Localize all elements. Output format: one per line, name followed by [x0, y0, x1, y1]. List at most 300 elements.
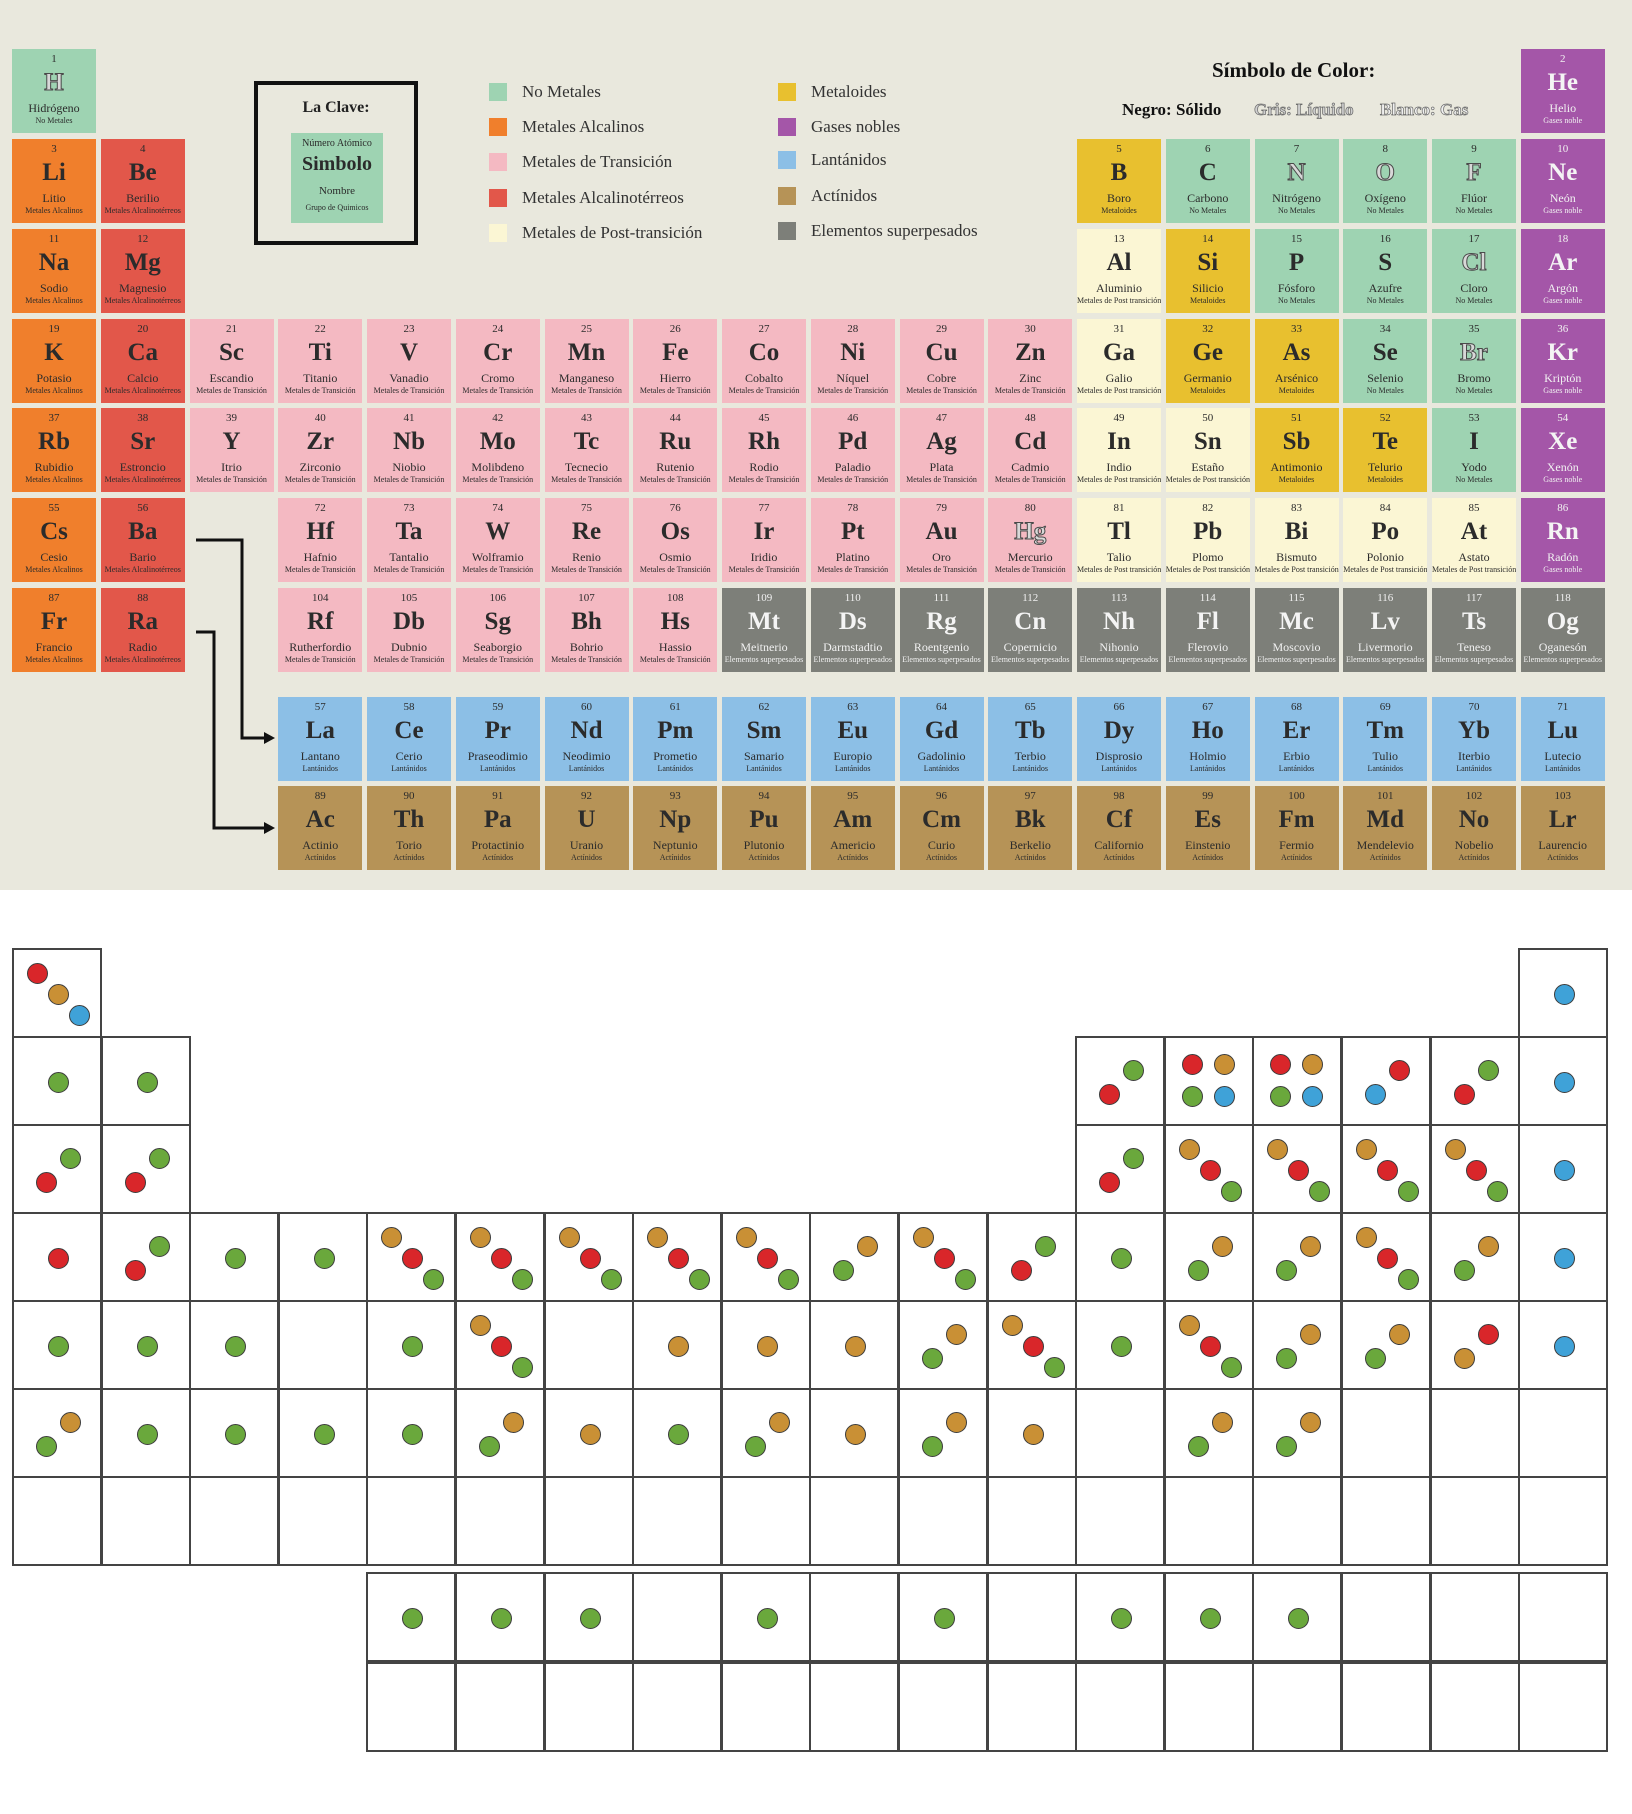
element-group: No Metales	[1366, 296, 1404, 305]
element-C	[1166, 139, 1250, 223]
element-group: Gases noble	[1543, 386, 1583, 395]
element-name: Nihonio	[1099, 640, 1139, 654]
element-name: Oxígeno	[1364, 191, 1406, 205]
element-group: Lantánidos	[1012, 764, 1049, 773]
element-group: Metales Alcalinotérreos	[104, 296, 181, 305]
element-Ts	[1432, 588, 1516, 672]
grid-cell	[101, 1300, 191, 1390]
element-symbol: Cm	[922, 806, 961, 833]
element-name: Wolframio	[471, 550, 524, 564]
brown-dot	[1212, 1412, 1233, 1433]
element-symbol: Db	[393, 608, 425, 635]
element-group: Actínidos	[1458, 853, 1490, 862]
atomic-number: 70	[1468, 701, 1480, 713]
element-B	[1077, 139, 1161, 223]
grid-cell	[1252, 1124, 1342, 1214]
key-symbol: Simbolo	[301, 153, 373, 175]
atomic-number: 60	[581, 701, 592, 713]
atomic-number: 50	[1202, 412, 1214, 424]
grid-cell	[278, 1300, 368, 1390]
grid-cell	[1252, 1212, 1342, 1302]
green-dot	[1111, 1336, 1132, 1357]
element-name: Disprosio	[1095, 749, 1143, 763]
element-Hg	[988, 498, 1072, 582]
element-name: Rutenio	[656, 460, 695, 474]
atomic-number: 107	[578, 592, 595, 604]
element-No	[1432, 786, 1516, 870]
green-dot	[1123, 1060, 1144, 1081]
element-name: Estaño	[1191, 460, 1225, 474]
element-symbol: Rf	[307, 608, 334, 635]
element-group: No Metales	[1189, 206, 1227, 215]
grid-cell	[898, 1388, 988, 1478]
element-Gd	[900, 697, 984, 781]
element-symbol: Bh	[571, 608, 602, 635]
atomic-number: 59	[492, 701, 504, 713]
grid-cell	[1518, 1212, 1608, 1302]
element-name: Indio	[1106, 460, 1132, 474]
element-name: Flerovio	[1187, 640, 1229, 654]
red-dot	[125, 1260, 146, 1281]
element-name: Oganesón	[1538, 640, 1587, 654]
element-In	[1077, 408, 1161, 492]
atomic-number: 2	[1560, 53, 1566, 65]
element-symbol: Ga	[1103, 339, 1135, 366]
element-symbol: N	[1287, 159, 1306, 186]
element-Bk	[988, 786, 1072, 870]
element-group: Metales de Transición	[906, 386, 977, 395]
element-group: Actínidos	[393, 853, 425, 862]
state-liquid-label: Gris: Líquido	[1254, 100, 1354, 119]
element-W	[456, 498, 540, 582]
element-group: Gases noble	[1543, 296, 1583, 305]
element-symbol: Nd	[570, 717, 603, 744]
key-box	[254, 81, 418, 245]
atomic-number: 15	[1291, 233, 1302, 245]
element-name: Torio	[396, 838, 422, 852]
atomic-number: 16	[1379, 233, 1391, 245]
grid-cell	[632, 1388, 722, 1478]
element-symbol: Nb	[393, 428, 425, 455]
element-name: Germanio	[1183, 371, 1232, 385]
element-group: Actínidos	[748, 853, 780, 862]
grid-cell	[1430, 1388, 1520, 1478]
legend-swatch	[489, 83, 507, 101]
element-symbol: No	[1458, 806, 1490, 833]
element-name: Vanadio	[389, 371, 429, 385]
element-Mg	[101, 229, 185, 313]
brown-dot	[1002, 1315, 1023, 1336]
element-name: Bromo	[1457, 371, 1491, 385]
element-name: Europio	[833, 749, 873, 763]
atomic-number: 20	[137, 323, 149, 335]
element-group: Metales de Transición	[284, 386, 356, 395]
element-Ga	[1077, 319, 1161, 403]
element-name: Manganeso	[558, 371, 615, 385]
grid-cell	[544, 1476, 634, 1566]
element-Og	[1521, 588, 1605, 672]
element-name: Titanio	[303, 371, 338, 385]
grid-cell	[101, 1476, 191, 1566]
grid-cell	[1075, 1212, 1165, 1302]
atomic-number: 111	[933, 592, 950, 604]
element-Zn	[988, 319, 1072, 403]
element-group: Metales de Transición	[906, 475, 977, 484]
grid-cell	[455, 1572, 545, 1662]
element-name: Telurio	[1368, 460, 1403, 474]
grid-cell	[1430, 1036, 1520, 1126]
grid-cell	[1252, 1476, 1342, 1566]
blue-dot	[1302, 1086, 1323, 1107]
green-dot	[1454, 1260, 1475, 1281]
grid-cell	[278, 1388, 368, 1478]
grid-cell	[898, 1476, 988, 1566]
grid-cell	[1075, 1388, 1165, 1478]
element-name: Nitrógeno	[1272, 191, 1321, 205]
grid-cell	[544, 1572, 634, 1662]
legend-label: Metales de Post-transición	[522, 223, 703, 242]
brown-dot	[647, 1227, 668, 1248]
grid-cell	[632, 1572, 722, 1662]
grid-cell	[809, 1572, 899, 1662]
element-group: Lantánidos	[1189, 764, 1226, 773]
key-title: La Clave:	[302, 99, 370, 116]
brown-dot	[48, 984, 69, 1005]
grid-cell	[1075, 1662, 1165, 1752]
brown-dot	[769, 1412, 790, 1433]
brown-dot	[757, 1336, 778, 1357]
element-symbol: Rg	[926, 608, 957, 635]
grid-cell	[898, 1300, 988, 1390]
atomic-number: 26	[669, 323, 681, 335]
arrow-head-actinides	[264, 822, 275, 834]
atomic-number: 95	[847, 790, 859, 802]
green-dot	[1111, 1608, 1132, 1629]
grid-cell	[278, 1212, 368, 1302]
element-Pd	[811, 408, 895, 492]
element-name: Fósforo	[1277, 281, 1316, 295]
grid-cell	[12, 1388, 102, 1478]
element-Tc	[545, 408, 629, 492]
element-group: Metales de Transición	[196, 475, 267, 484]
atomic-number: 53	[1468, 412, 1480, 424]
element-group: Elementos superpesados	[1168, 655, 1247, 664]
atomic-number: 98	[1113, 790, 1125, 802]
green-dot	[1276, 1436, 1297, 1457]
element-name: Neodimio	[562, 749, 611, 763]
grid-cell	[12, 1124, 102, 1214]
element-Yb	[1432, 697, 1516, 781]
atomic-number: 112	[1022, 592, 1039, 604]
element-symbol: Tc	[573, 428, 600, 455]
element-name: Copernicio	[1003, 640, 1057, 654]
legend-label: Metales Alcalinotérreos	[522, 188, 684, 207]
green-dot	[1276, 1260, 1297, 1281]
element-group: Metales de Transición	[462, 655, 534, 664]
element-name: Iridio	[750, 550, 778, 564]
grid-cell	[1518, 1388, 1608, 1478]
red-dot	[402, 1248, 423, 1269]
element-symbol: As	[1282, 339, 1311, 366]
grid-cell	[898, 1662, 988, 1752]
element-Ho	[1166, 697, 1250, 781]
grid-cell	[1075, 1572, 1165, 1662]
element-symbol: S	[1378, 249, 1393, 276]
element-name: Mendelevio	[1356, 838, 1414, 852]
grid-cell	[12, 1300, 102, 1390]
element-symbol: Cf	[1105, 806, 1133, 833]
element-group: Actínidos	[1192, 853, 1224, 862]
green-dot	[1188, 1260, 1209, 1281]
atomic-number: 41	[403, 412, 415, 424]
element-symbol: Ne	[1548, 159, 1578, 186]
atomic-number: 114	[1199, 592, 1216, 604]
atomic-number: 14	[1202, 233, 1214, 245]
brown-dot	[736, 1227, 757, 1248]
green-dot	[1221, 1181, 1242, 1202]
grid-cell	[1075, 1476, 1165, 1566]
element-symbol: Sr	[130, 428, 156, 455]
blue-dot	[1554, 984, 1575, 1005]
element-Pa	[456, 786, 540, 870]
green-dot	[225, 1336, 246, 1357]
green-dot	[922, 1348, 943, 1369]
element-Ba	[101, 498, 185, 582]
atomic-number: 75	[581, 502, 592, 514]
atomic-number: 115	[1288, 592, 1305, 604]
element-name: Niobio	[392, 460, 426, 474]
atomic-number: 56	[137, 502, 149, 514]
element-symbol: Ni	[840, 339, 866, 366]
element-name: Prometio	[653, 749, 698, 763]
key-name: Nombre	[318, 185, 356, 197]
element-group: Metales de Transición	[551, 386, 622, 395]
grid-cell	[455, 1476, 545, 1566]
grid-cell	[987, 1662, 1077, 1752]
element-group: Metales de Transición	[728, 475, 800, 484]
element-Am	[811, 786, 895, 870]
element-group: Metales de Transición	[994, 386, 1066, 395]
element-symbol: Cr	[483, 339, 513, 366]
element-H	[12, 49, 96, 133]
grid-cell	[278, 1476, 368, 1566]
element-symbol: Ta	[395, 518, 423, 545]
grid-cell	[1518, 1124, 1608, 1214]
element-symbol: Lu	[1547, 717, 1579, 744]
atomic-number: 29	[936, 323, 947, 335]
element-Be	[101, 139, 185, 223]
blue-dot	[69, 1005, 90, 1026]
element-group: Actínidos	[1103, 853, 1135, 862]
blue-dot	[1554, 1072, 1575, 1093]
green-dot	[1188, 1436, 1209, 1457]
grid-cell	[987, 1476, 1077, 1566]
blue-dot	[1365, 1084, 1386, 1105]
element-symbol: Hs	[660, 608, 690, 635]
element-Ti	[278, 319, 362, 403]
element-group: Metales de Transición	[817, 475, 889, 484]
green-dot	[137, 1072, 158, 1093]
element-name: Cerio	[395, 749, 423, 763]
element-group: Metales de Transición	[284, 565, 356, 574]
element-symbol: Hg	[1014, 518, 1047, 545]
grid-cell	[721, 1212, 811, 1302]
grid-cell	[987, 1300, 1077, 1390]
element-symbol: Tm	[1366, 717, 1404, 744]
green-dot	[479, 1436, 500, 1457]
atomic-number: 36	[1557, 323, 1569, 335]
element-symbol: C	[1198, 159, 1217, 186]
element-group: Metales de Transición	[284, 655, 356, 664]
grid-cell	[1164, 1212, 1254, 1302]
element-name: Dubnio	[391, 640, 427, 654]
element-symbol: Si	[1197, 249, 1219, 276]
element-Ac	[278, 786, 362, 870]
element-Nh	[1077, 588, 1161, 672]
element-Rg	[900, 588, 984, 672]
atomic-number: 73	[403, 502, 415, 514]
grid-cell	[455, 1388, 545, 1478]
element-symbol: Pr	[484, 717, 511, 744]
element-group: Metales de Transición	[462, 386, 534, 395]
element-name: Neón	[1549, 191, 1576, 205]
atomic-number: 110	[844, 592, 861, 604]
grid-cell	[632, 1300, 722, 1390]
element-symbol: Zr	[306, 428, 335, 455]
atomic-number: 113	[1110, 592, 1128, 604]
atomic-number: 3	[51, 143, 57, 155]
red-dot	[1389, 1060, 1410, 1081]
brown-dot	[845, 1424, 866, 1445]
grid-cell	[366, 1572, 456, 1662]
element-group: Metales Alcalinos	[25, 206, 83, 215]
element-group: Elementos superpesados	[1257, 655, 1336, 664]
legend-label: Metales Alcalinos	[522, 117, 645, 136]
grid-cell	[101, 1212, 191, 1302]
element-symbol: Ru	[659, 428, 692, 455]
green-dot	[580, 1608, 601, 1629]
red-dot	[1454, 1084, 1475, 1105]
element-name: Rodio	[749, 460, 779, 474]
atomic-number: 6	[1205, 143, 1211, 155]
element-symbol: H	[44, 69, 64, 96]
green-dot	[314, 1248, 335, 1269]
element-group: Lantánidos	[568, 764, 605, 773]
element-group: Metales de Transición	[639, 565, 711, 574]
grid-cell	[632, 1476, 722, 1566]
green-dot	[149, 1236, 170, 1257]
element-group: Elementos superpesados	[1523, 655, 1602, 664]
red-dot	[934, 1248, 955, 1269]
element-group: Metales de Transición	[728, 565, 800, 574]
element-He	[1521, 49, 1605, 133]
element-group: Actínidos	[1547, 853, 1579, 862]
element-symbol: Rb	[38, 428, 70, 455]
legend-swatch	[778, 222, 796, 240]
brown-dot	[1212, 1236, 1233, 1257]
brown-dot	[1023, 1424, 1044, 1445]
atomic-number: 52	[1379, 412, 1391, 424]
element-group: Metaloides	[1101, 206, 1137, 215]
element-symbol: F	[1466, 159, 1482, 186]
element-group: Elementos superpesados	[902, 655, 981, 664]
green-dot	[833, 1260, 854, 1281]
brown-dot	[470, 1227, 491, 1248]
element-Lv	[1343, 588, 1427, 672]
element-symbol: Np	[659, 806, 692, 833]
atomic-number: 33	[1291, 323, 1302, 335]
atomic-number: 8	[1382, 143, 1388, 155]
grid-cell	[455, 1662, 545, 1752]
element-symbol: Sg	[484, 608, 511, 635]
element-group: Metales de Post transición	[1254, 565, 1339, 574]
element-symbol: Sb	[1282, 428, 1311, 455]
blue-dot	[1554, 1336, 1575, 1357]
element-symbol: Sm	[746, 717, 782, 744]
red-dot	[1023, 1336, 1044, 1357]
element-name: Galio	[1105, 371, 1133, 385]
green-dot	[1182, 1086, 1203, 1107]
element-name: Darmstadtio	[823, 640, 883, 654]
element-name: Protactinio	[471, 838, 525, 852]
atomic-number: 51	[1291, 412, 1302, 424]
blue-dot	[1214, 1086, 1235, 1107]
atomic-number: 47	[936, 412, 947, 424]
element-name: Uranio	[569, 838, 604, 852]
element-symbol: Ho	[1191, 717, 1224, 744]
grid-cell	[898, 1572, 988, 1662]
element-group: Metales de Transición	[906, 565, 977, 574]
element-group: Actínidos	[482, 853, 514, 862]
element-symbol: Cu	[925, 339, 958, 366]
atomic-number: 89	[314, 790, 326, 802]
element-name: Astato	[1458, 550, 1490, 564]
green-dot	[668, 1424, 689, 1445]
grid-cell	[366, 1662, 456, 1752]
element-group: Actínidos	[304, 853, 336, 862]
atomic-number: 108	[667, 592, 684, 604]
element-group: Lantánidos	[479, 764, 516, 773]
atomic-number: 105	[400, 592, 418, 604]
element-group: No Metales	[1277, 206, 1316, 215]
brown-dot	[946, 1412, 967, 1433]
element-group: Gases noble	[1543, 565, 1583, 574]
grid-cell	[12, 1476, 102, 1566]
atomic-number: 71	[1557, 701, 1569, 713]
element-symbol: Be	[128, 159, 157, 186]
element-name: Laurencio	[1538, 838, 1588, 852]
element-Sc	[190, 319, 274, 403]
grid-cell	[366, 1388, 456, 1478]
element-group: Metales de Transición	[994, 475, 1066, 484]
element-name: Tantalio	[389, 550, 429, 564]
element-Ne	[1521, 139, 1605, 223]
element-symbol: Nh	[1103, 608, 1135, 635]
element-name: Nobelio	[1454, 838, 1494, 852]
element-name: Azufre	[1368, 281, 1402, 295]
element-name: Americio	[830, 838, 876, 852]
element-symbol: Ac	[305, 806, 335, 833]
green-dot	[1111, 1248, 1132, 1269]
atomic-number: 63	[847, 701, 859, 713]
grid-cell	[1518, 1300, 1608, 1390]
legend-label: Gases nobles	[811, 117, 901, 136]
grid-cell	[1341, 1212, 1431, 1302]
grid-cell	[1252, 1300, 1342, 1390]
element-symbol: Ca	[127, 339, 159, 366]
grid-cell	[101, 1388, 191, 1478]
element-symbol: Po	[1371, 518, 1400, 545]
